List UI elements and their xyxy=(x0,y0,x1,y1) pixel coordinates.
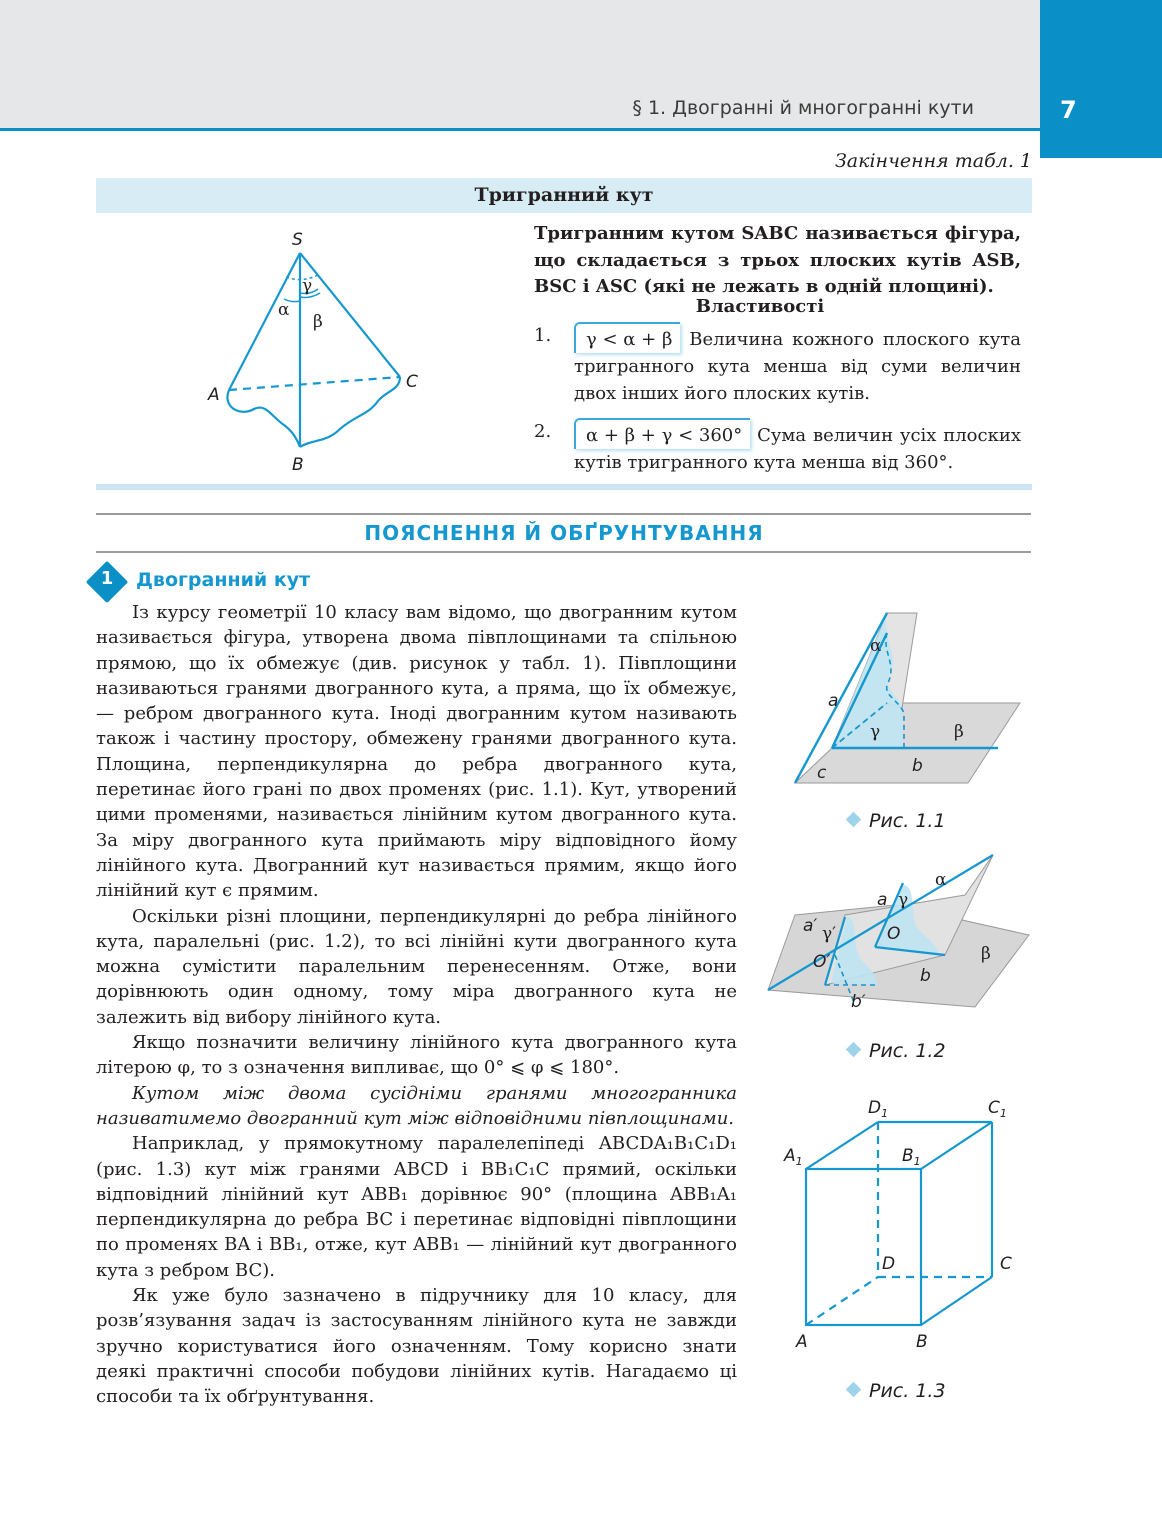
fig13-a: A xyxy=(796,1332,808,1352)
caption-fig-1-3: Рис. 1.3 xyxy=(848,1380,946,1402)
label-beta: β xyxy=(313,312,323,332)
subsection-number: 1 xyxy=(100,568,114,589)
definition-text: Тригранним кутом SABC називається фігура, що складається з трьох плоских кутів ASB, BSC і ASC (які не лежать в одній площині). xyxy=(534,223,1021,297)
label-b: B xyxy=(292,455,304,475)
fig11-b: b xyxy=(912,756,923,776)
fig11-a: a xyxy=(828,691,839,711)
label-s: S xyxy=(292,230,303,250)
caption-fig-1-2: Рис. 1.2 xyxy=(848,1040,946,1062)
paragraph-3: Якщо позначити величину лінійного кута двогранного кута літерою φ, то з означення випливає, що 0° ⩽ φ ⩽ 180°. xyxy=(96,1032,737,1079)
fig12-gamma: γ xyxy=(898,890,909,910)
label-c: C xyxy=(406,372,418,392)
paragraph-4: Кутом між двома сусідніми гранями многогранника називатимемо двогранний кут між відповідними півплощинами. xyxy=(96,1082,737,1129)
fig12-b-prime: b′ xyxy=(851,992,866,1012)
properties-title: Властивості xyxy=(695,296,825,317)
caption-marker-icon xyxy=(846,1382,862,1398)
label-gamma: γ xyxy=(302,276,313,296)
fig12-gamma-prime: γ′ xyxy=(822,924,837,944)
page-number-tab xyxy=(1040,0,1162,158)
fig12-o: O xyxy=(887,924,901,944)
figure-1-3 xyxy=(782,1095,1022,1355)
table-continuation-note: Закінчення табл. 1 xyxy=(834,150,1032,172)
table-bottom-rule xyxy=(96,484,1032,490)
fig13-b: B xyxy=(916,1332,928,1352)
fig11-alpha: α xyxy=(870,636,882,656)
fig13-b1: $B_1$ xyxy=(902,1146,921,1168)
section-rule-bottom xyxy=(96,551,1031,553)
fig13-a1: $A_1$ xyxy=(784,1146,803,1168)
body-text xyxy=(96,600,737,1410)
paragraph-2: Оскільки різні площини, перпендикулярні до ребра лінійного кута, паралельні (рис. 1.2), то всі лінійні кути двогранного кута можна сумістити паралельним перенесенням. Отже, вони дорівнюють один одному, тому міра двогранного кута не залежить від вибору лінійного кута. xyxy=(96,905,737,1028)
formula-2: α + β + γ < 360° xyxy=(574,418,750,449)
caption-fig-1-1: Рис. 1.1 xyxy=(848,810,946,832)
fig13-d: D xyxy=(882,1254,896,1274)
formula-1: γ < α + β xyxy=(574,322,680,353)
fig11-beta: β xyxy=(954,722,964,742)
fig12-a-prime: a′ xyxy=(803,916,818,936)
trihedral-definition xyxy=(534,221,1021,301)
page-number: 7 xyxy=(1060,96,1077,124)
running-head: § 1. Двогранні й многогранні кути xyxy=(632,97,974,119)
fig12-b: b xyxy=(920,966,931,986)
label-alpha: α xyxy=(278,300,290,320)
fig13-c1: $C_1$ xyxy=(988,1098,1007,1120)
property-1: 1. γ < α + β Величина кожного плоского кута тригранного кута менша від суми величин двох інших його плоских кутів. xyxy=(534,322,1021,407)
header-rule xyxy=(0,128,1040,131)
figure-1-1 xyxy=(792,603,1032,793)
table-title: Тригранний кут xyxy=(96,178,1032,213)
property-1-text: Величина кожного плоского кута тригранного кута менша від суми величин двох інших його плоских кутів. xyxy=(574,329,1021,404)
fig12-o-prime: O′ xyxy=(813,952,831,972)
fig12-alpha: α xyxy=(935,870,947,890)
figure-1-2 xyxy=(765,855,1035,1025)
paragraph-6: Як уже було зазначено в підручнику для 10 класу, для розв’язування задач із застосуванням лінійного кута не завжди зручно користуватися його означенням. Тому корисно знати деякі практичні способи побудови лінійних кутів. Нагадаємо ці способи та їх обґрунтування. xyxy=(96,1285,737,1408)
fig12-a: a xyxy=(877,890,888,910)
caption-marker-icon xyxy=(846,1042,862,1058)
subsection-title: Двогранний кут xyxy=(136,569,311,591)
fig12-beta: β xyxy=(981,944,991,964)
fig11-c: c xyxy=(817,763,827,783)
fig13-d1: $D_1$ xyxy=(868,1098,889,1120)
label-a: A xyxy=(208,385,220,405)
paragraph-1: Із курсу геометрії 10 класу вам відомо, що двогранним кутом називається фігура, утворена двома півплощинами та спільною прямою, що їх обмежує (див. рисунок у табл. 1). Півплощини називаються гранями двогранного кута, а пряма, що їх обмежує, — ребром двогранного кута. Іноді двогранним кутом називають також і частину простору, обмежену гранями двогранного кута. Площина, перпендикулярна до ребра двогранного кута, перетинає його грані по двох променях (рис. 1.1). Кут, утворений цими променями, називається лінійним кутом двогранного кута. За міру двогранного кута приймають міру відповідного йому лінійного кута. Двогранний кут називається прямим, якщо його лінійний кут є прямим. xyxy=(96,602,737,902)
trihedral-angle-figure xyxy=(200,225,440,475)
fig13-c: C xyxy=(1000,1254,1012,1274)
fig11-gamma: γ xyxy=(870,722,881,742)
property-2: 2. α + β + γ < 360° Сума величин усіх плоских кутів тригранного кута менша від 360°. xyxy=(534,418,1021,476)
paragraph-5: Наприклад, у прямокутному паралелепіпеді ABCDA₁B₁C₁D₁ (рис. 1.3) кут між гранями ABCD і BB₁C₁C прямий, оскільки відповідний лінійний кут ABB₁ дорівнює 90° (площина ABB₁A₁ перпендикулярна до ребра BC і перетинає відповідні півплощини по променях BA і BB₁, отже, кут ABB₁ — лінійний кут двогранного кута з ребром BC). xyxy=(96,1133,737,1281)
section-rule-top xyxy=(96,513,1031,515)
property-2-text: Сума величин усіх плоских кутів тригранного кута менша від 360°. xyxy=(574,425,1021,473)
section-title: ПОЯСНЕННЯ Й ОБҐРУНТУВАННЯ xyxy=(364,521,764,545)
caption-marker-icon xyxy=(846,812,862,828)
